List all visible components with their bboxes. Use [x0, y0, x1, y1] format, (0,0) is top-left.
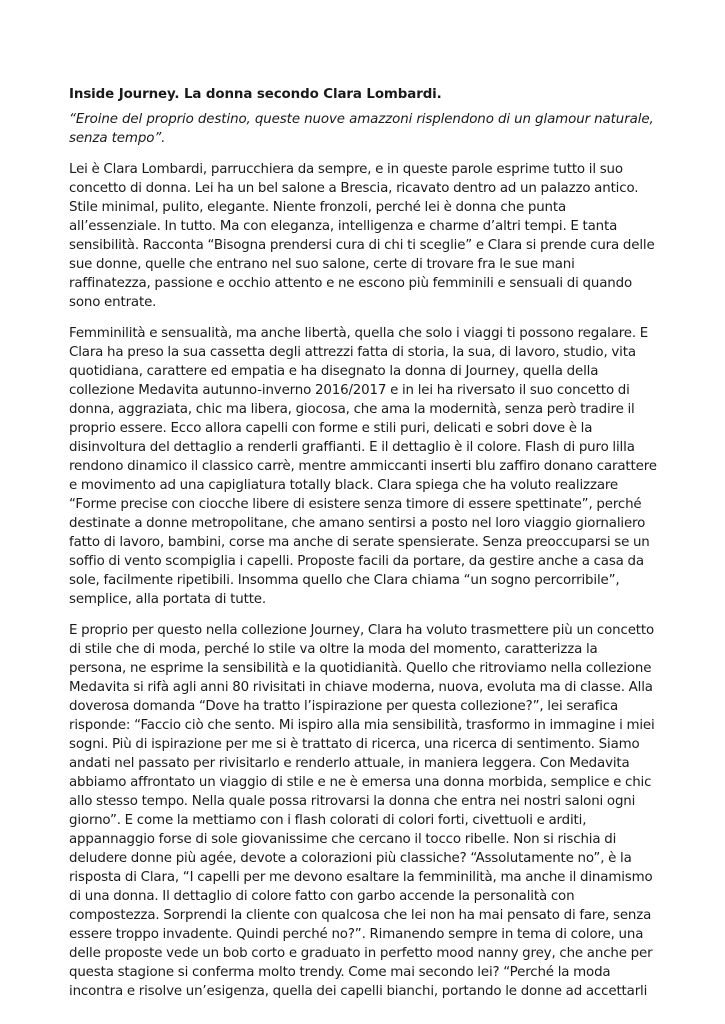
article-title: Inside Journey. La donna secondo Clara Lombardi. — [69, 87, 442, 102]
paragraph-1: Lei è Clara Lombardi, parrucchiera da sempre, e in queste parole esprime tutto il suo concetto di donna. Lei ha un bel salone a Brescia, ricavato dentro ad un palazzo antico. Stile minimal, pulito, elegante. Niente fronzoli, perché lei è donna che punta all’essenziale. In tutto. Ma con eleganza, intelligenza e charme d’altri tempi. E tanta sensibilità. Racconta “Bisogna prendersi cura di chi ti sceglie” e Clara si prende cura delle sue donne, quelle che entrano nel suo salone, certe di trovare fra le sue mani raffinatezza, passione e occhio attento e ne escono più femminili e sensuali di quando sono entrate. — [69, 162, 655, 310]
paragraph-3: E proprio per questo nella collezione Journey, Clara ha voluto trasmettere più un concetto di stile che di moda, perché lo stile va oltre la moda del momento, caratterizza la persona, ne esprime la sensibilità e la quotidianità. Quello che ritroviamo nella collezione Medavita si rifà agli anni 80 rivisitati in chiave moderna, nuova, evoluta ma di classe. Alla doverosa domanda “Dove ha tratto l’ispirazione per questa collezione?”, lei serafica risponde: “Faccio ciò che sento. Mi ispiro alla mia sensibilità, trasformo in immagine i miei sogni. Più di ispirazione per me si è trattato di ricerca, una ricerca di sentimento. Siamo andati nel passato per rivisitarlo e renderlo attuale, in maniera leggera. Con Medavita abbiamo affrontato un viaggio di stile e ne è emersa una donna morbida, semplice e chic allo stesso tempo. Nella quale possa ritrovarsi la donna che entra nei nostri saloni ogni giorno”. E come la mettiamo con i flash colorati di colori forti, civettuoli e arditi, appannaggio forse di sole giovanissime che cercano il tocco ribelle. Non si rischia di deludere donne più agée, devote a colorazioni più classiche? “Assolutamente no”, è la risposta di Clara, “I capelli per me devono esaltare la femminilità, ma anche il dinamismo di una donna. Il dettaglio di colore fatto con garbo accende la personalità con compostezza. Sorprendi la cliente con qualcosa che lei non ha mai pensato di fare, senza essere troppo invadente. Quindi perché no?”. Rimanendo sempre in tema di colore, una delle proposte vede un bob corto e graduato in perfetto mood nanny grey, che anche per questa stagione si conferma molto trendy. Come mai secondo lei? “Perché la moda incontra e risolve un’esigenza, quella dei capelli bianchi, portando le donne ad accettarli — [69, 623, 655, 999]
paragraph-2: Femminilità e sensualità, ma anche libertà, quella che solo i viaggi ti possono regalare. E Clara ha preso la sua cassetta degli attrezzi fatta di storia, la sua, di lavoro, studio, vita quotidiana, carattere ed empatia e ha disegnato la donna di Journey, quella della collezione Medavita autunno-inverno 2016/2017 e in lei ha riversato il suo concetto di donna, aggraziata, chic ma libera, giocosa, che ama la modernità, senza però tradire il proprio essere. Ecco allora capelli con forme e stili puri, delicati e sobri dove è la disinvoltura del dettaglio a renderli graffianti. E il dettaglio è il colore. Flash di puro lilla rendono dinamico il classico carrè, mentre ammiccanti inserti blu zaffiro donano carattere e movimento ad una capigliatura totally black. Clara spiega che ha voluto realizzare “Forme precise con ciocche libere di esistere senza timore di essere spettinate”, perché destinate a donne metropolitane, che amano sentirsi a posto nel loro viaggio giornaliero fatto di lavoro, bambini, corse ma anche di serate spensierate. Senza preoccuparsi se un soffio di vento scompiglia i capelli. Proposte facili da portare, da gestire anche a casa da sole, facilmente ripetibili. Insomma quello che Clara chiama “un sogno percorribile”, semplice, alla portata di tutte. — [69, 326, 657, 607]
document-page — [69, 85, 657, 1001]
article-subtitle: “Eroine del proprio destino, queste nuove amazzoni risplendono di un glamour naturale, senza tempo”. — [69, 112, 654, 146]
